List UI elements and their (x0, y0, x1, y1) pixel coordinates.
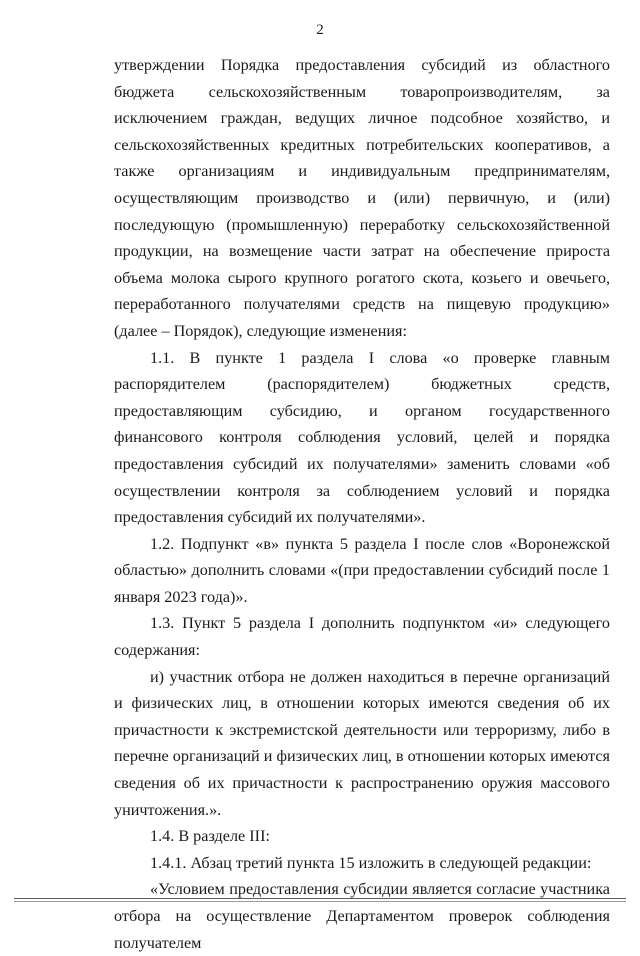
page-number: 2 (316, 22, 324, 38)
paragraph-item-1-2: 1.2. Подпункт «в» пункта 5 раздела I после слов «Воронежской областью» дополнить словами «(при предоставлении субсидий после 1 января 2023 года)». (114, 534, 610, 606)
paragraph-subitem-i: и) участник отбора не должен находиться в перечне организаций и физических лиц, в отношении которых имеются сведения об их причастности к экстремистской деятельности или терроризму, либо в перечне организаций и физических лиц, в отношении которых имеются сведения об их причастности к распространению оружия массового уничтожения.». (114, 667, 610, 819)
footer-rule-secondary (14, 901, 626, 902)
paragraph-item-1-3: 1.3. Пункт 5 раздела I дополнить подпунктом «и» следующего содержания: (114, 614, 610, 660)
paragraph-quoted-text: «Условием предоставления субсидии является согласие участника отбора на осуществление Департаментом проверок соблюдения получателем (114, 880, 610, 952)
document-body (114, 52, 610, 956)
footer-rule (14, 898, 626, 899)
paragraph-item-1-4: 1.4. В разделе III: (150, 827, 270, 846)
paragraph-item-1-4-1: 1.4.1. Абзац третий пункта 15 изложить в следующей редакции: (150, 853, 592, 872)
paragraph-item-1-1: 1.1. В пункте 1 раздела I слова «о проверке главным распорядителем (распорядителем) бюджетных средств, предоставляющим субсидию, и органом государственного финансового контроля соблюдения условий, целей и порядка предоставления субсидий их получателями» заменить словами «об осуществлении контроля за соблюдением условий и порядка предоставления субсидий их получателями». (114, 348, 610, 527)
paragraph-intro-continuation: утверждении Порядка предоставления субсидий из областного бюджета сельскохозяйственным товаропроизводителям, за исключением граждан, ведущих личное подсобное хозяйство, и сельскохозяйственных кредитных потребительских кооперативов, а также организациям и индивидуальным предпринимателям, осуществляющим производство и (или) первичную, и (или) последующую (промышленную) переработку сельскохозяйственной продукции, на возмещение части затрат на обеспечение прироста объема молока сырого крупного рогатого скота, козьего и овечьего, переработанного получателями средств на пищевую продукцию» (далее – Порядок), следующие изменения: (114, 56, 610, 340)
